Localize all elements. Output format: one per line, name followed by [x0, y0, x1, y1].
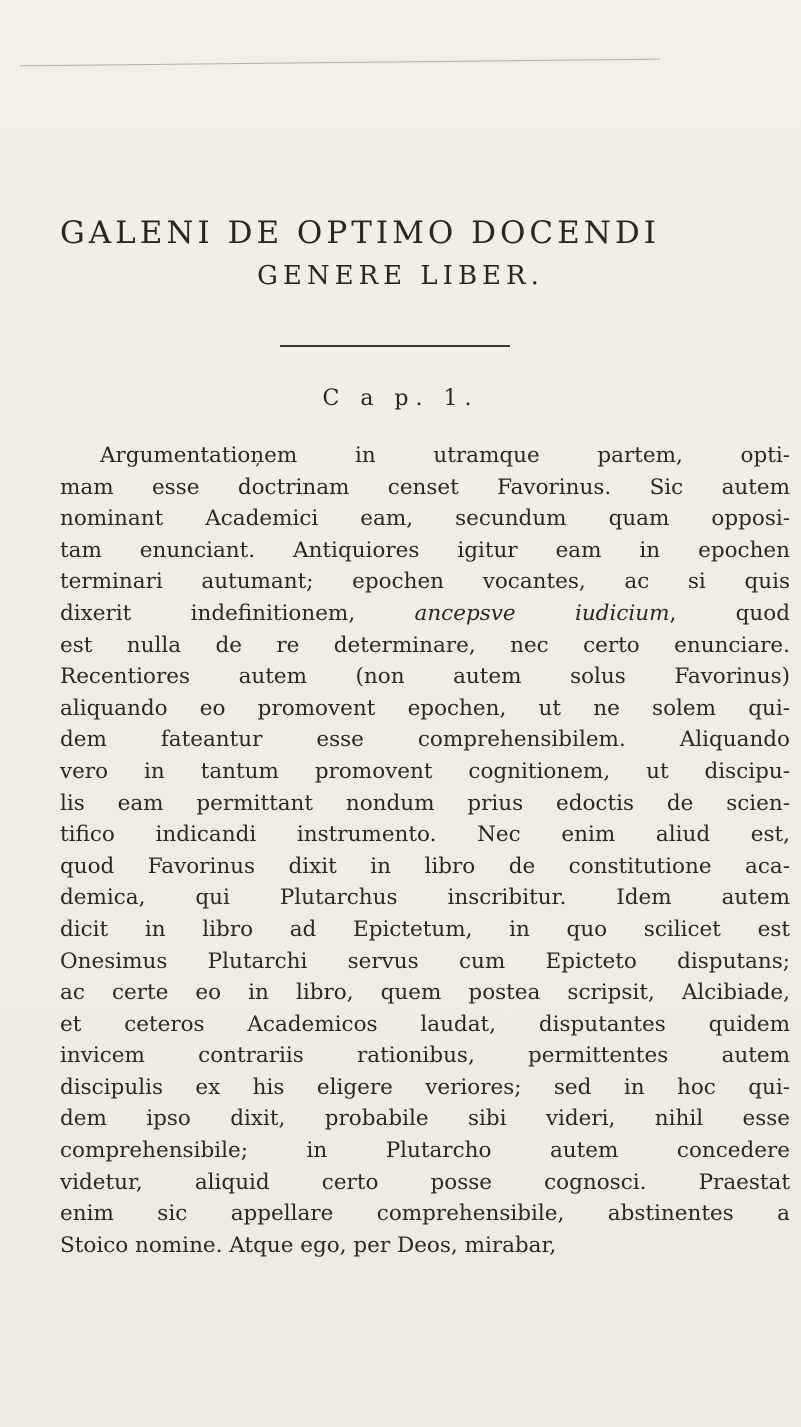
- text-line: tam enunciant. Antiquiores igitur eam in epochen: [60, 537, 790, 563]
- text-line: terminari autumant; epochen vocantes, ac si quis: [60, 569, 790, 595]
- text-line: enim sic appellare comprehensibile, abstinentes a: [60, 1201, 790, 1227]
- text-line: lis eam permittant nondum prius edoctis de scien-: [60, 790, 790, 816]
- text-segment: dixerit indefinitionem,: [60, 600, 356, 626]
- page-title: GALENI DE OPTIMO DOCENDI: [60, 215, 660, 251]
- page-subtitle: GENERE LIBER.: [257, 261, 544, 291]
- text-line: est nulla de re determinare, nec certo enunciare.: [60, 632, 790, 658]
- text-line: ac certe eo in libro, quem postea scripsit, Alcibiade,: [60, 980, 790, 1006]
- text-line: Stoico nomine. Atque ego, per Deos, mirabar,: [60, 1232, 557, 1258]
- title-divider: [280, 345, 510, 347]
- top-rule: [20, 59, 660, 67]
- text-line: discipulis ex his eligere veriores; sed in hoc qui-: [60, 1074, 790, 1100]
- text-line: comprehensibile; in Plutarcho autem concedere: [60, 1138, 790, 1164]
- text-line: mam esse doctrinam censet Favorinus. Sic autem: [60, 474, 790, 500]
- text-line: tifico indicandi instrumento. Nec enim aliud est,: [60, 822, 790, 848]
- text-line: vero in tantum promovent cognitionem, ut discipu-: [60, 758, 790, 784]
- text-line: et ceteros Academicos laudat, disputantes quidem: [60, 1011, 790, 1037]
- text-line: dem fateantur esse comprehensibilem. Aliquando: [60, 727, 790, 753]
- text-line: dem ipso dixit, probabile sibi videri, nihil esse: [60, 1106, 790, 1132]
- italic-phrase: ancepsve iudicium: [414, 600, 670, 626]
- text-line: videtur, aliquid certo posse cognosci. Praestat: [60, 1169, 790, 1195]
- text-line: Argumentatioņem in utramque partem, opti-: [100, 443, 790, 468]
- text-line: dicit in libro ad Epictetum, in quo scilicet est: [60, 916, 790, 942]
- text-segment: , quod: [669, 600, 790, 626]
- text-line: aliquando eo promovent epochen, ut ne solem qui-: [60, 695, 790, 721]
- text-line: demica, qui Plutarchus inscribitur. Idem autem: [60, 885, 790, 911]
- chapter-heading: C a p. 1.: [322, 386, 479, 411]
- text-line: nominant Academici eam, secundum quam opposi-: [60, 506, 790, 532]
- body-text: [60, 440, 790, 1261]
- text-line: Onesimus Plutarchi servus cum Epicteto disputans;: [60, 948, 790, 974]
- text-line: quod Favorinus dixit in libro de constitutione aca-: [60, 853, 790, 879]
- text-line: invicem contrariis rationibus, permittentes autem: [60, 1043, 790, 1069]
- text-line: Recentiores autem (non autem solus Favorinus): [60, 664, 790, 690]
- text-line-with-italic: [60, 598, 790, 630]
